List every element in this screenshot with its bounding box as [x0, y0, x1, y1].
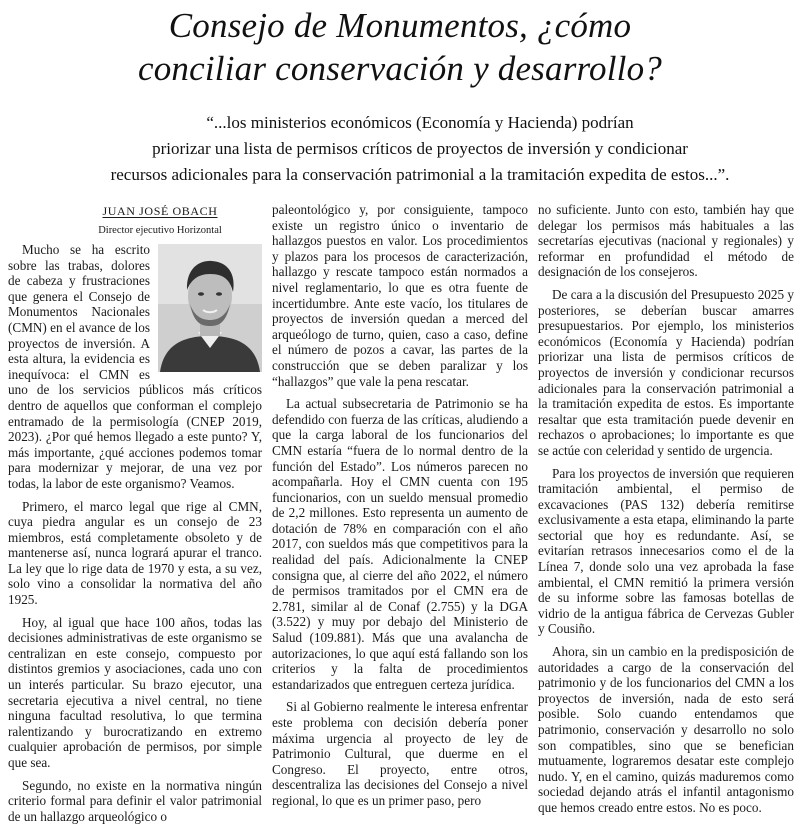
paragraph: Hoy, al igual que hace 100 años, todas las decisiones administrativas de este organismo se centralizan en este consejo, compuesto por distintos gremios y asociaciones, cada uno con un interés particular. Su brazo ejecutor, una secretaria ejecutiva a nivel central, no tiene ninguna facultad resolutiva, lo que termina ralentizando y burocratizando en extremo cualquier aprobación de permisos, por simple que sea.	[8, 614, 262, 770]
article-title	[0, 4, 800, 90]
title-line-2: conciliar conservación y desarrollo?	[138, 49, 662, 88]
paragraph: no suficiente. Junto con esto, también hay que delegar los permisos más habituales a las secretarías ejecutivas (nacional y regionales) y reformar en profundidad el método de designación de los consejeros.	[538, 202, 794, 280]
author-role: Director ejecutivo Horizontal	[98, 225, 222, 236]
paragraph: paleontológico y, por consiguiente, tampoco existe un registro único o inventario de hallazgos puestos en valor. Los procedimientos y plazos para los procesos de caracterización, hallazgo y rescate tampoco están normados a nivel reglamentario, lo que es otra fuente de incertidumbre. Ante este vacío, los titulares de proyectos de inversión quedan a merced del arqueólogo de turno, quien, caso a caso, define el número de pozos a cavar, las partes de la construcción que se deben paralizar y los “hallazgos” que vale la pena rescatar.	[272, 202, 528, 389]
author-name: JUAN JOSÉ OBACH	[102, 204, 218, 218]
author-byline	[60, 203, 260, 239]
paragraph: La actual subsecretaria de Patrimonio se ha defendido con fuerza de las críticas, aludiendo a que la carga laboral de los funcionarios del CMN estaría “fuera de lo normal dentro de la función del Estado”. Los números parecen no acompañarla. Hoy el CMN cuenta con 195 funcionarios, con un sueldo mensual promedio de 2,2 millones. Esto representa un aumento de dotación de 78% en comparación con el año 2017, con sueldos más que competitivos para la realidad del país. Adicionalmente la CNEP consigna que, al cierre del año 2022, el número de permisos tramitados por el CMN era de 2.781, similar al de Conaf (2.755) y la DGA (3.522) y muy por debajo del Ministerio de Salud (109.881). Más que una avalancha de autorizaciones, lo que aquí está fallando son los criterios y la falta de procedimientos estandarizados que entreguen certeza jurídica.	[272, 396, 528, 692]
paragraph: Primero, el marco legal que rige al CMN, cuya piedra angular es un consejo de 23 miembros, está completamente obsoleto y de mantenerse así, nunca logrará apurar el tranco. La ley que lo rige data de 1970 y esta, a su vez, solo vino a consolidar la normativa del año 1925.	[8, 498, 262, 608]
author-portrait-icon	[158, 244, 262, 372]
paragraph: Segundo, no existe en la normativa ningún criterio formal para definir el valor patrimonial de un hallazgo arqueológico o	[8, 777, 262, 824]
title-line-1: Consejo de Monumentos, ¿cómo	[168, 6, 632, 45]
paragraph: Mucho se ha escrito sobre las trabas, dolores de cabeza y frustraciones que genera el Consejo de Monumentos Nacionales (CMN) en el avance de los proyectos de inversión. A esta altura, la evidencia es inequívoca: el CMN es uno de los servicios públicos más críticos dentro de aquellos que conforman el complejo entramado de la permisología (CNEP 2019, 2023). ¿Por qué hemos llegado a este punto? Y, más importante, ¿qué acciones podemos tomar para modernizar y mejorar, de una vez por todas, la labor de este organismo? Veamos.	[8, 242, 262, 491]
quote-line-2: priorizar una lista de permisos críticos de proyectos de inversión y condicionar	[152, 139, 688, 158]
quote-line-1: “...los ministerios económicos (Economía y Hacienda) podrían	[206, 113, 634, 132]
paragraph: Para los proyectos de inversión que requieren tramitación ambiental, el permiso de excavaciones (PAS 132) debería remitirse exclusivamente a esta etapa, eliminando la parte sectorial que hoy es redundante. Así, se evitarían retrasos innecesarios como el de la Línea 7, donde solo una vez aprobada la fase ambiental, el CMN remitió la primera versión de su informe sobre las famosas botellas de vidrio de la antigua fábrica de Cervezas Gubler y Cousiño.	[538, 465, 794, 637]
column-3	[538, 202, 794, 816]
column-1	[8, 242, 262, 824]
paragraph: De cara a la discusión del Presupuesto 2025 y posteriores, se deberían buscar amarres presupuestarios. Por ejemplo, los ministerios económicos (Economía y Hacienda) podrían priorizar una lista de permisos críticos de proyectos de inversión y condicionar recursos adicionales para la conservación patrimonial a la tramitación expedita de estos. Es importante resaltar que esta tramitación puede devenir en rechazos o aprobaciones; lo importante es que se actúe con celeridad y sentido de urgencia.	[538, 286, 794, 458]
column-2	[272, 202, 528, 809]
pull-quote	[60, 110, 780, 188]
paragraph: Si al Gobierno realmente le interesa enfrentar este problema con decisión debería poner máxima urgencia al proyecto de ley de Patrimonio Cultural, que duerme en el Congreso. El proyecto, entre otros, descentraliza las decisiones del Consejo a nivel regional, lo que es un primer paso, pero	[272, 699, 528, 808]
quote-line-3: recursos adicionales para la conservación patrimonial a la tramitación expedita de estos...”.	[110, 165, 730, 184]
paragraph: Ahora, sin un cambio en la predisposición de autoridades a cargo de la conservación del patrimonio y de los funcionarios del CMN a los proyectos de inversión, nada de esto será posible. Solo cuando entendamos que patrimonio, conservación y desarrollo no solo son compatibles, sino que se benefician mutuamente, lograremos desatar este complejo nudo. Y, en el camino, quizás maduremos como sociedad dejando atrás el infantil antagonismo que hemos creado entre estos. No es poco.	[538, 644, 794, 815]
